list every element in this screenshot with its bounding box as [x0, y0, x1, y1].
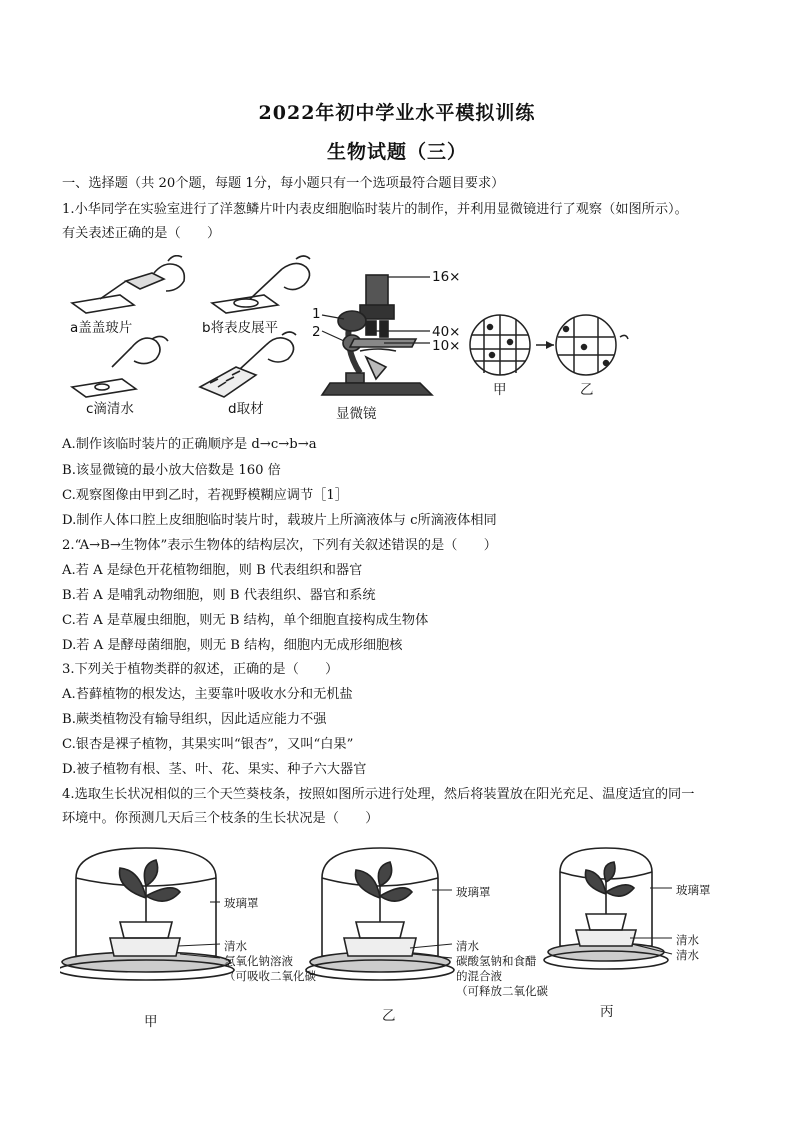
label-nahco3-line2: 的混合液	[456, 969, 502, 983]
q2-option-b: B.若 A 是哺乳动物细胞，则 B 代表组织、器官和系统	[62, 588, 376, 603]
q1-option-b: B.该显微镜的最小放大倍数是 160 倍	[62, 463, 281, 478]
label-glass-jia: 玻璃罩	[224, 896, 259, 910]
q3-option-b: B.蕨类植物没有输导组织，因此适应能力不强	[62, 712, 327, 727]
exam-title: 2022年初中学业水平模拟训练	[258, 102, 536, 124]
label-microscope: 显微镜	[336, 406, 377, 422]
label-view-jia: 甲	[493, 382, 507, 398]
jar-jia	[60, 848, 234, 980]
cell-view-jia	[470, 315, 530, 375]
label-jar-bing: 丙	[600, 1004, 614, 1020]
q4-stem-line1: 4.选取生长状况相似的三个天竺葵枝条，按照如图所示进行处理，然后将装置放在阳光充足、温度适宜的同一	[62, 787, 695, 802]
section-heading: 一、选择题（共 20个题，每题 1分，每小题只有一个选项最符合题目要求）	[62, 176, 505, 191]
arrow-head	[546, 341, 554, 349]
q1-option-a: A.制作该临时装片的正确顺序是 d→c→b→a	[62, 437, 317, 452]
exam-subtitle: 生物试题（三）	[326, 141, 467, 163]
label-water-yi: 清水	[456, 939, 479, 953]
q3-stem: 3.下列关于植物类群的叙述，正确的是（ ）	[62, 662, 339, 677]
q1-option-d: D.制作人体口腔上皮细胞临时装片时，载玻片上所滴液体与 c所滴液体相同	[62, 513, 497, 528]
label-view-yi: 乙	[580, 382, 594, 398]
label-naoh-line2: （可吸收二氧化碳	[224, 969, 316, 983]
q2-option-c: C.若 A 是草履虫细胞，则无 B 结构，单个细胞直接构成生物体	[62, 613, 429, 628]
step-d-drawing	[200, 332, 296, 397]
q1-stem-line1: 1.小华同学在实验室进行了洋葱鳞片叶内表皮细胞临时装片的制作，并利用显微镜进行了观察（如图所示）。	[62, 202, 688, 217]
q3-option-c: C.银杏是裸子植物，其果实叫“银杏”，又叫“白果”	[62, 737, 354, 752]
label-water-jia: 清水	[224, 939, 247, 953]
label-nahco3-line3: （可释放二氧化碳	[456, 984, 548, 998]
label-step-a: a盖盖玻片	[70, 320, 133, 336]
label-step-b: b将表皮展平	[202, 320, 279, 336]
label-eyepiece: 16×	[432, 269, 461, 285]
label-glass-yi: 玻璃罩	[456, 885, 491, 899]
q1-stem-line2: 有关表述正确的是（ ）	[62, 226, 221, 241]
step-c-drawing	[72, 336, 168, 397]
q1-option-c: C.观察图像由甲到乙时，若视野模糊应调节［1］	[62, 488, 348, 503]
label-objective-40: 40×	[432, 324, 461, 340]
q3-option-d: D.被子植物有根、茎、叶、花、果实、种子六大器官	[62, 762, 367, 777]
cell-view-yi	[556, 315, 628, 375]
label-step-c: c滴清水	[86, 401, 134, 417]
label-jar-yi: 乙	[382, 1008, 396, 1024]
label-nahco3-line1: 碳酸氢钠和食醋	[456, 954, 537, 968]
q2-option-a: A.若 A 是绿色开花植物细胞，则 B 代表组织和器官	[62, 563, 363, 578]
label-naoh-line1: 氢氧化钠溶液	[224, 954, 293, 968]
label-glass-bing: 玻璃罩	[676, 883, 711, 897]
q4-stem-line2: 环境中。你预测几天后三个枝条的生长状况是（ ）	[62, 811, 379, 826]
label-step-d: d取材	[228, 401, 264, 417]
step-a-drawing	[72, 256, 184, 313]
label-part-1: 1	[312, 306, 321, 322]
label-jar-jia: 甲	[144, 1014, 158, 1030]
q2-option-d: D.若 A 是酵母菌细胞，则无 B 结构，细胞内无成形细胞核	[62, 638, 403, 653]
q4-figure	[60, 838, 740, 1028]
jar-bing	[544, 848, 668, 969]
q3-option-a: A.苔藓植物的根发达，主要靠叶吸收水分和无机盐	[62, 687, 353, 702]
q2-stem: 2.“A→B→生物体”表示生物体的结构层次，下列有关叙述错误的是（ ）	[62, 538, 497, 553]
q1-figure	[60, 255, 650, 425]
jar-yi	[306, 848, 454, 980]
label-part-2: 2	[312, 324, 321, 340]
microscope-drawing	[322, 275, 432, 395]
step-b-drawing	[212, 256, 310, 313]
label-objective-10: 10×	[432, 338, 461, 354]
label-water-bing-2: 清水	[676, 948, 699, 962]
label-water-bing-1: 清水	[676, 933, 699, 947]
